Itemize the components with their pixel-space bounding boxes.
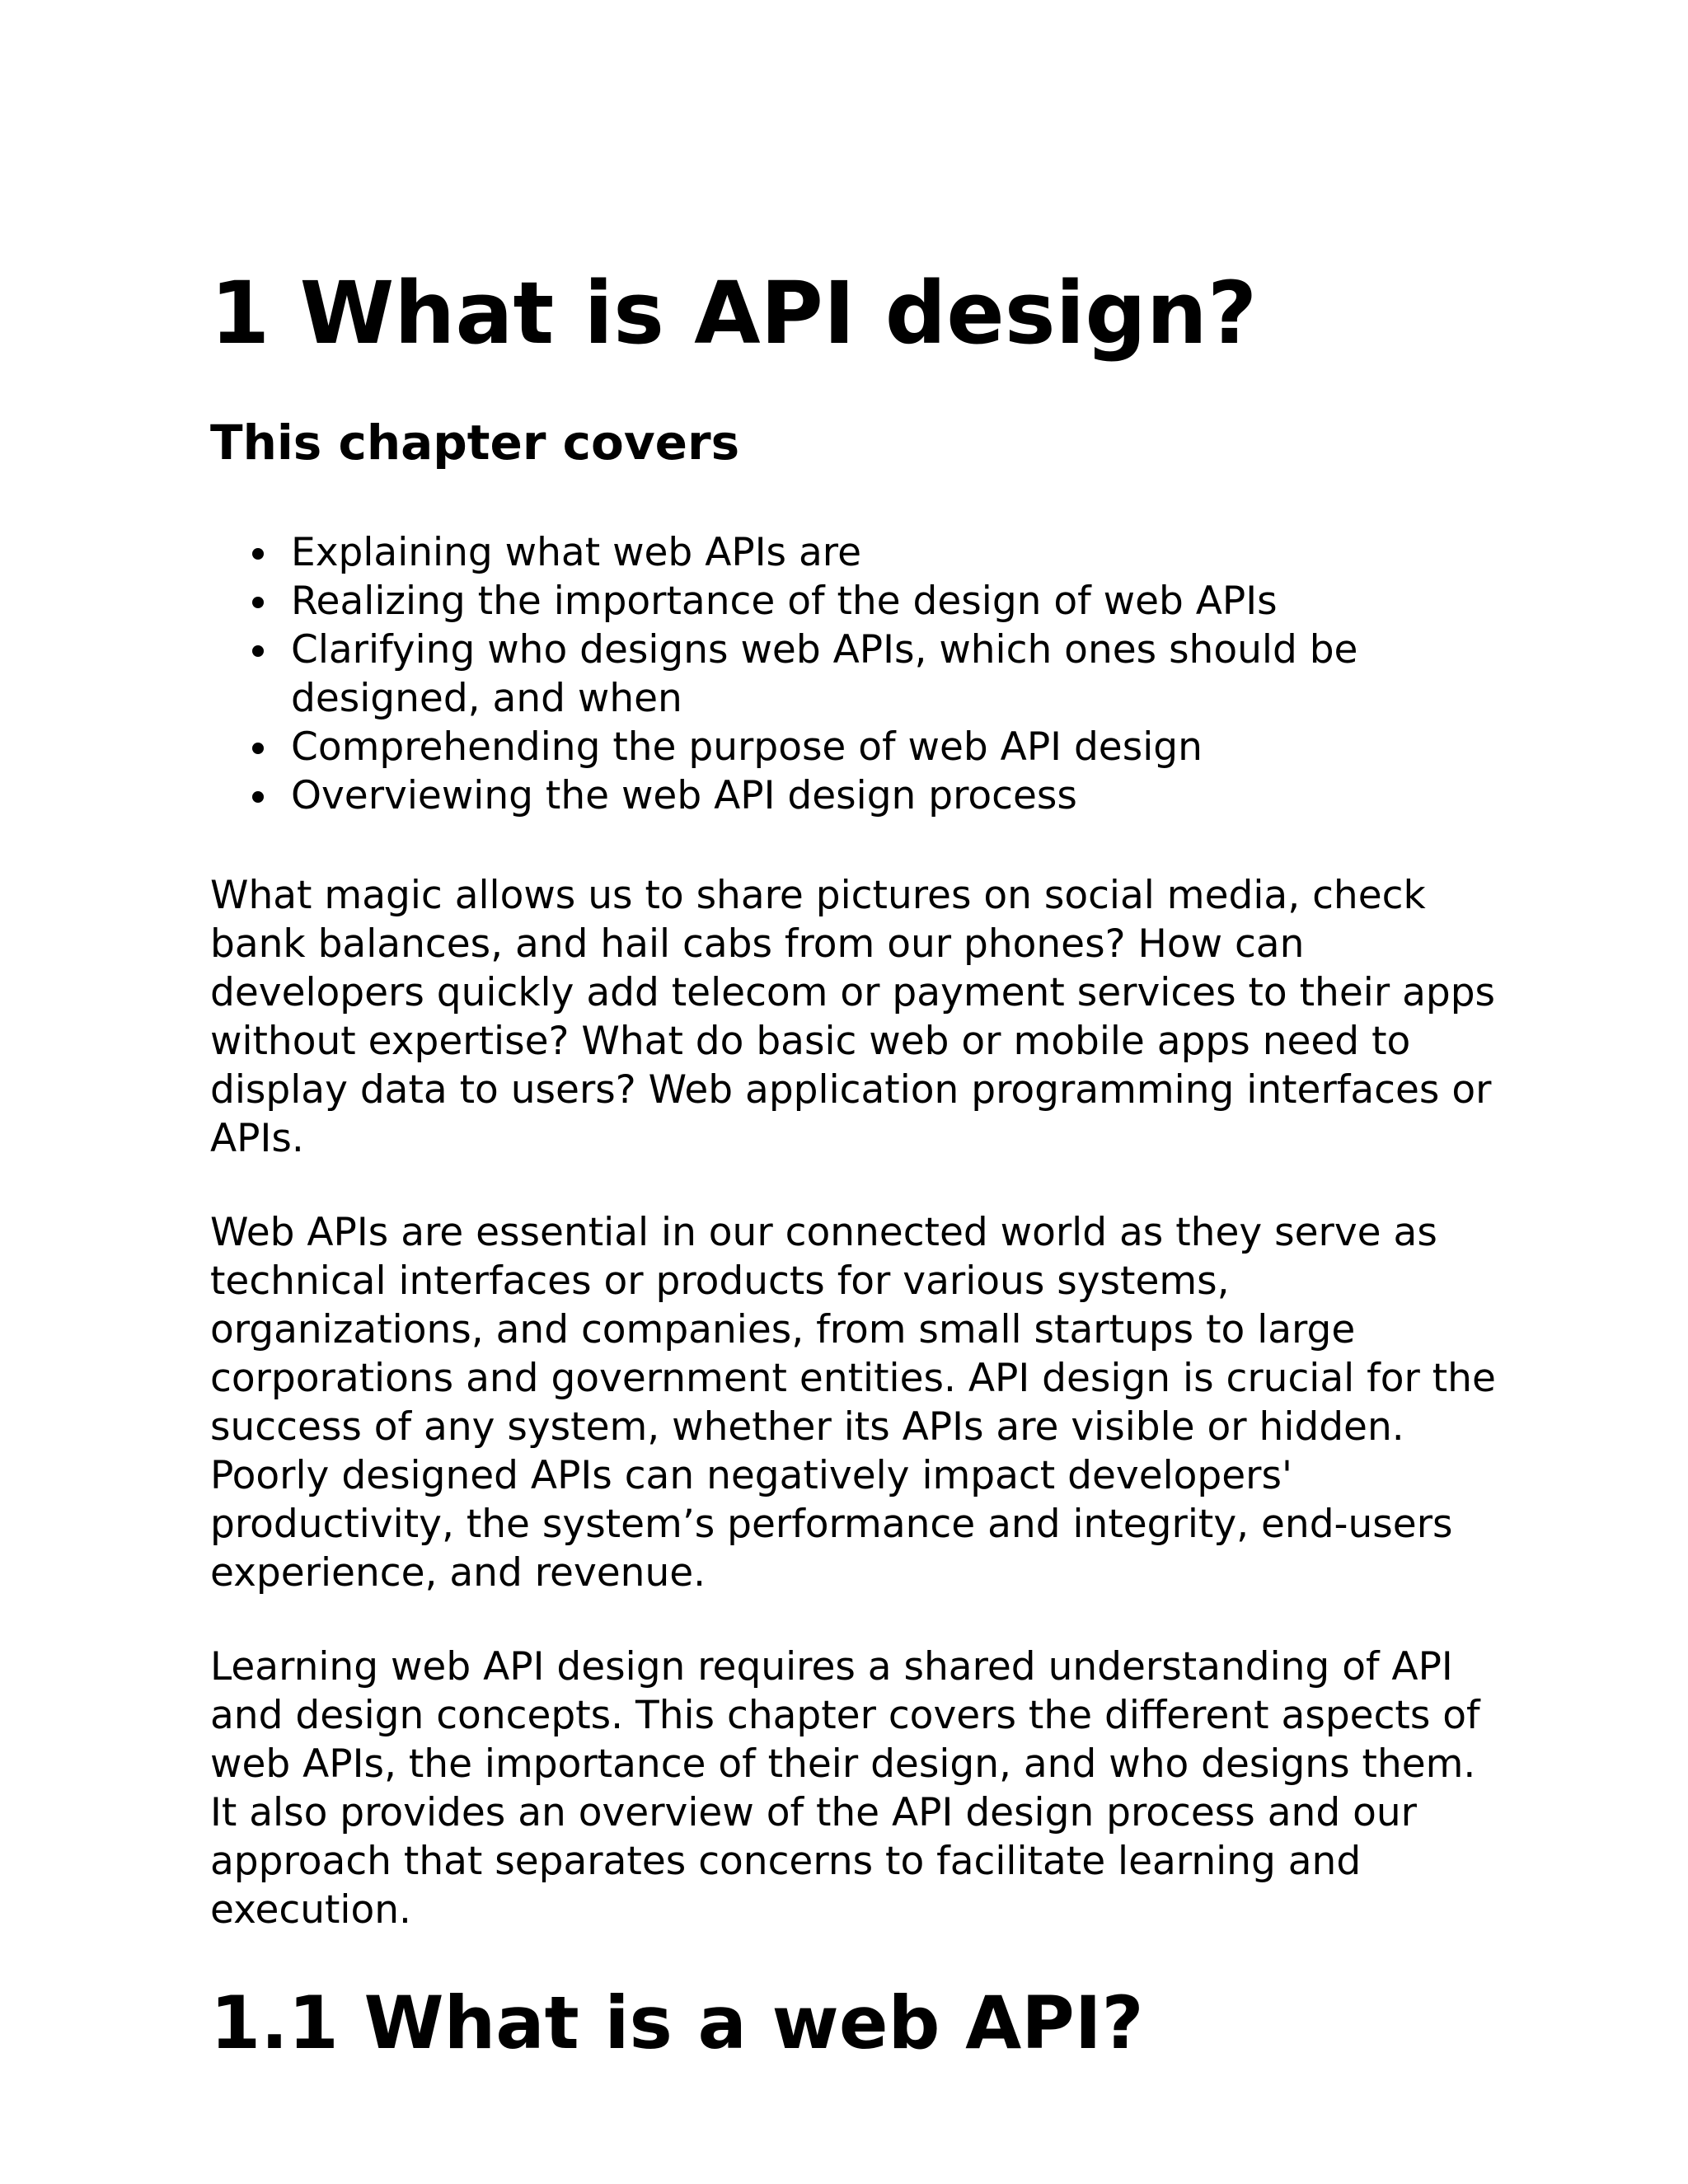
bullet-icon <box>252 743 264 754</box>
chapter-covers-list <box>210 528 1496 820</box>
list-item <box>291 577 1496 626</box>
intro-paragraph: What magic allows us to share pictures on social media, check bank balances, and hail cabs from our phones? How can developers quickly add telecom or payment services to their apps without expertise? What do basic web or mobile apps need to display data to users? Web application programming interfaces or APIs. <box>210 873 1496 1162</box>
chapter-title: 1 What is API design? <box>210 263 1258 363</box>
list-item-text: Clarifying who designs web APIs, which ones should be designed, and when <box>291 627 1358 722</box>
list-item <box>291 626 1496 723</box>
list-item <box>291 723 1496 771</box>
list-item-text: Overviewing the web API design process <box>291 773 1077 819</box>
body-paragraph: Web APIs are essential in our connected world as they serve as technical interfaces or products for various systems, organizations, and companies, from small startups to large corporations and government entities. API design is crucial for the success of any system, whether its APIs are visible or hidden. Poorly designed APIs can negatively impact developers' productivity, the system’s performance and integrity, end-users experience, and revenue. <box>210 1210 1496 1596</box>
body-paragraph: Learning web API design requires a shared understanding of API and design concepts. This chapter covers the different aspects of web APIs, the importance of their design, and who designs them. It also provides an overview of the API design process and our approach that separates concerns to facilitate learning and execution. <box>210 1644 1480 1933</box>
list-item <box>291 771 1496 820</box>
bullet-icon <box>252 548 264 560</box>
section-title: 1.1 What is a web API? <box>210 1980 1144 2066</box>
document-page <box>210 262 1496 2067</box>
chapter-covers-heading: This chapter covers <box>210 414 740 471</box>
bullet-icon <box>252 791 264 803</box>
list-item-text: Explaining what web APIs are <box>291 530 861 576</box>
bullet-icon <box>252 597 264 608</box>
list-item-text: Realizing the importance of the design of web APIs <box>291 579 1278 625</box>
bullet-icon <box>252 645 264 657</box>
list-item-text: Comprehending the purpose of web API design <box>291 724 1203 771</box>
list-item <box>291 528 1496 577</box>
